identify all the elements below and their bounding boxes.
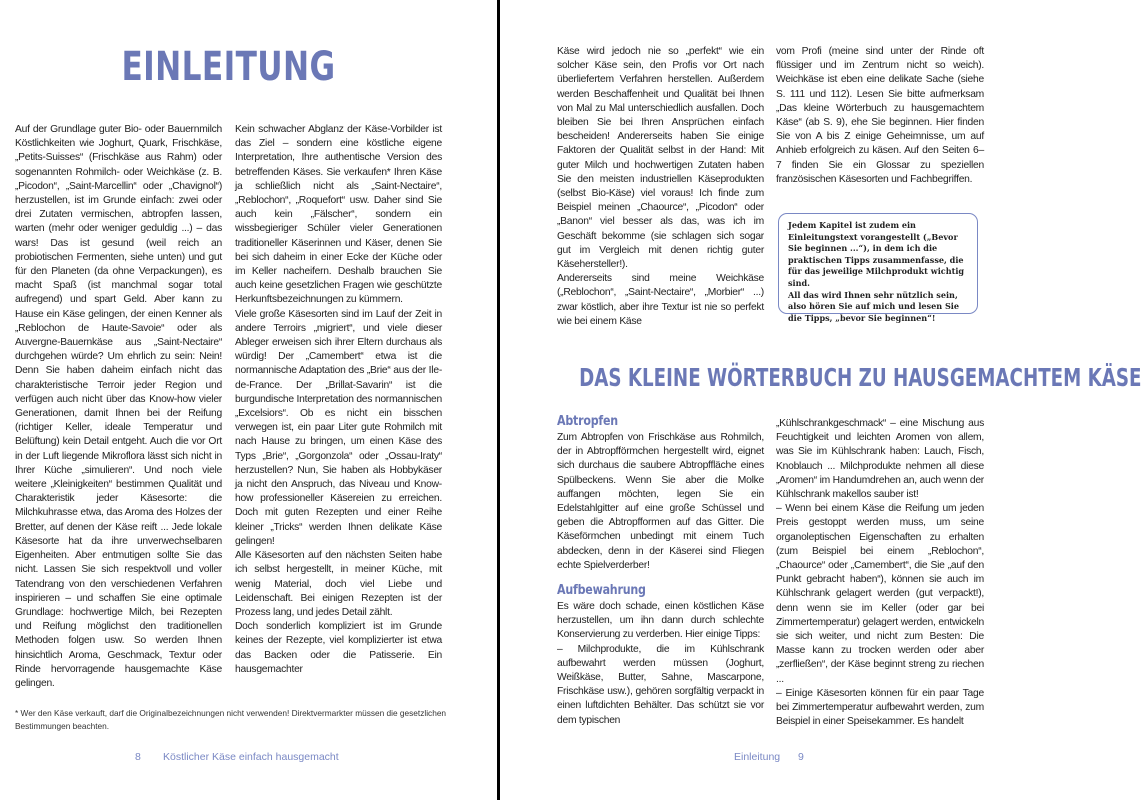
dictionary-column-2 [776,417,984,729]
chapter-title: EINLEITUNG [121,44,336,90]
right-column-1 [557,45,764,329]
paragraph: Doch sonderlich kompliziert ist im Grunde keines der Rezepte, viel komplizierter ist etwa das Backen oder die Patisserie. Ein hausgemachter [235,621,442,675]
running-title: Köstlicher Käse einfach hausgemacht [163,751,339,763]
entry-heading: Abtropfen [557,414,618,429]
entry-text: Zum Abtropfen von Frischkäse aus Rohmilch, der in Abtropfförmchen hergestellt wird, eignet sich durchaus die saubere Abtropffläche eines Spülbeckens. Wenn Sie aber die Molke auffangen möchten, legen Sie ein Edelstahlgitter auf eine große Schüssel und geben die Abtropfformen auf das Gitter. Die Käseförmchen unbedingt mit einem Tuch abdecken, denn in der Käserei sind Fliegen echte Spielverderber! [557,432,764,571]
paragraph: vom Profi (meine sind unter der Rinde oft flüssiger und im Zentrum nicht so weich). Weichkäse ist eben eine delikate Sache (siehe S. 111 und 112). Lesen Sie bitte aufmerksam „Das kleine Wörterbuch zu hausgemachtem Käse“ (ab S. 9), ehe Sie beginnen. Hier finden Sie von A bis Z einige Geheimnisse, um auf Anhieb erfolgreich zu käsen. Auf den Seiten 6–7 finden Sie ein Glossar zu speziellen französischen Käsesorten und Fachbegriffen. [776,46,984,185]
section-title: DAS KLEINE WÖRTERBUCH ZU HAUSGEMACHTEM KÄSE [579,363,1142,392]
info-box-text: Jedem Kapitel ist zudem ein Einleitungstext vorangestellt („Bevor Sie beginnen ...“), in dem ich die praktischen Tipps zusammenfasse, die für das jeweilige Milchprodukt wichtig sind. [788,220,965,288]
entry-text: Es wäre doch schade, einen köstlichen Käse herzustellen, um ihn dann durch schlechte Konservierung zu verderben. Hier einige Tipps: [557,601,764,641]
page-number: 8 [135,751,141,763]
info-box-text: All das wird Ihnen sehr nützlich sein, also hören Sie auf mich und lesen Sie die Tipps, „bevor Sie beginnen“! [788,289,960,323]
right-column-2 [776,45,984,187]
info-box [778,213,978,323]
paragraph: Auf der Grundlage guter Bio- oder Bauernmilch Köstlichkeiten wie Joghurt, Quark, Frischkäse, „Petits-Suisses“ (Frischkäse aus Rahm) oder sogenannten Rohmilch- oder Weichkäse (z. B. „Picodon“, „Saint-Marcellin“ oder „Chavignol“) herzustellen, ist im Grunde einfach: zwei oder drei Zutaten vermischen, abtropfen lassen, warten (mehr oder weniger geduldig ...) – das wars! Das ist gesund (weil reich an probiotischen Fermenten, siehe unten) und gut für den Planeten (da ohne Verpackungen), es macht Spaß (ist manchmal sogar total aufregend) und spart Geld. Aber kann zu Hause ein Käse gelingen, der einen Kenner als „Reblochon de Haute-Savoie“ oder als Auvergne-Bauernkäse aus „Saint-Nectaire“ durchgehen würde? Um ehrlich zu sein: Nein! Denn Sie haben daheim einfach nicht das charakteristische Terroir jeder Region und verfügen auch nicht über das Know-how vieler Generationen, damit Ihnen bei der Reifung (richtiger Keller, ideale Temperatur und Belüftung) kein Detail entgeht. Auch die vor Ort in der Luft liegende Mikroflora lässt sich nicht in Ihrer Küche „simulieren“. Und noch viele weitere „Kleinigkeiten“ bestimmen Qualität und Charakteristik jeder Käsesorte: die Milchkuhrasse etwa, das Aroma des Holzes der Bretter, auf denen der Käse reift ... Jede lokale Käsesorte hat da ihre unverwechselbaren Eigenheiten. Aber entmutigen sollte Sie das nicht. Lassen Sie sich respektvoll und voller Tatendrang von den verschiedenen Verfahren inspirieren – und schaffen Sie eine optimale Grundlage: hochwertige Milch, bei Rezepten und Reifung möglichst den traditionellen Methoden folgen usw. So werden Ihnen hinsichtlich Aroma, Geschmack, Textur oder Rinde hervorragende hausgemachte Käse gelingen. [15,124,222,689]
entry-text: – Milchprodukte, die im Kühlschrank aufbewahrt werden müssen (Joghurt, Weißkäse, Butter, Sahne, Mascarpone, Frischkäse usw.), gehören sorgfältig verpackt in einen luftdichten Behälter. Das schützt sie vor dem typischen [557,643,764,726]
dictionary-column-1 [557,414,764,728]
paragraph: Kein schwacher Abglanz der Käse-Vorbilder ist das Ziel – sondern eine köstliche eigene Interpretation, Ihre authentische Version des betreffenden Käses. Sie verkaufen* Ihren Käse ja schließlich nicht als „Saint-Nectaire“, „Reblochon“, „Roquefort“ usw. Daher sind Sie auch kein „Fälscher“, sondern ein wissbegieriger Schüler vieler Generationen traditioneller Käserinnen und Käser, denen Sie bei sich daheim in einer Ecke der Küche oder im Keller nacheifern. Deshalb brauchen Sie auch keine gesetzlichen Fragen wie geschützte Herkunftsbezeichnungen zu kümmern. [235,124,442,306]
left-column-2 [235,123,442,677]
paragraph: Käse wird jedoch nie so „perfekt“ wie ein solcher Käse sein, den Profis vor Ort nach überliefertem Verfahren herstellen. Außerdem werden Beschaffenheit und Qualität bei Ihnen von Mal zu Mal unterschiedlich ausfallen. Doch bleiben Sie bei Ihren Ansprüchen einfach bescheiden! Andererseits haben Sie einige Faktoren der Qualität selbst in der Hand: Mit guter Milch und hochwertigen Zutaten haben Sie den meisten industriellen Käseprodukten (selbst Bio-Käse) viel voraus! Ich finde zum Beispiel meinen „Chaource“, „Picodon“ oder „Banon“ viel besser als das, was ich im Geschäft bekomme (sie schlagen sich sogar gut im Vergleich mit denen richtig guter Käsehersteller!). [557,46,764,271]
paragraph: Viele große Käsesorten sind im Lauf der Zeit in andere Terroirs „migriert“, und viele dieser Ableger erweisen sich ihrer Eltern durchaus als würdig! Der „Camembert“ etwa ist die normannische Adaptation des „Brie“ aus der Ile-de-France. Der „Brillat-Savarin“ ist die burgundische Interpretation des normannischen „Excelsiors“. Ob es nicht ein bisschen verwegen ist, ein paar Liter gute Rohmilch mit nach Hause zu bringen, um einen Käse des Typs „Brie“, „Gorgonzola“ oder „Ossau-Iraty“ herzustellen? Nun, Sie haben als Hobbykäser ja nicht den Anspruch, das Niveau und Know-how professioneller Käsereien zu erreichen. Doch mit guten Rezepten und einer Reihe kleiner „Tricks“ werden Ihnen delikate Käse gelingen! [235,308,442,547]
running-title: Einleitung [734,751,781,763]
left-page [0,0,497,800]
paragraph: Alle Käsesorten auf den nächsten Seiten habe ich selbst hergestellt, in meiner Küche, mit wenig Material, doch viel Liebe und Leidenschaft. Bei einigen Rezepten ist der Prozess lang, und jedes Detail zählt. [235,550,442,618]
entry-text: – Einige Käsesorten können für ein paar Tage bei Zimmertemperatur aufbewahrt werden, zum Beispiel in einer Speisekammer. Es handelt [776,687,984,728]
left-column-1 [15,123,222,691]
right-page [500,0,1142,800]
entry-text: – Wenn bei einem Käse die Reifung um jeden Preis gestoppt werden muss, um seine organoleptischen Eigenschaften zu erhalten (zum Beispiel bei einem „Reblochon“, „Chaource“ oder „Camembert“, die Sie „auf den Punkt gebracht haben“), können sie auch im Kühlschrank gelagert werden (gut verpackt!), denn wenn sie im Keller (oder gar bei Zimmertemperatur) gelagert werden, entwickeln sie sich weiter, und nicht zum Besten: Die Masse kann zu trocken werden oder aber „zerfließen“, der Käse beginnt streng zu riechen ... [776,503,984,685]
entry-heading: Aufbewahrung [557,583,646,599]
entry-text: „Kühlschrankgeschmack“ – eine Mischung aus Feuchtigkeit und leichten Aromen von allem, was Sie im Kühlschrank haben: Lauch, Fisch, Knoblauch ... Milchprodukte nehmen all diese „Aromen“ im Handumdrehen an, auch wenn der Kühlschrank makellos sauber ist! [776,418,984,501]
footnote: * Wer den Käse verkauft, darf die Originalbezeichnungen nicht verwenden! Direktvermarkter müssen die gesetzlichen Bestimmungen beachten. [15,708,447,731]
paragraph: Andererseits sind meine Weichkäse („Reblochon“, „Saint-Nectaire“, „Morbier“ ...) zwar köstlich, aber ihre Textur ist nie so perfekt wie bei einem Käse [557,273,764,327]
page-number: 9 [798,751,804,763]
